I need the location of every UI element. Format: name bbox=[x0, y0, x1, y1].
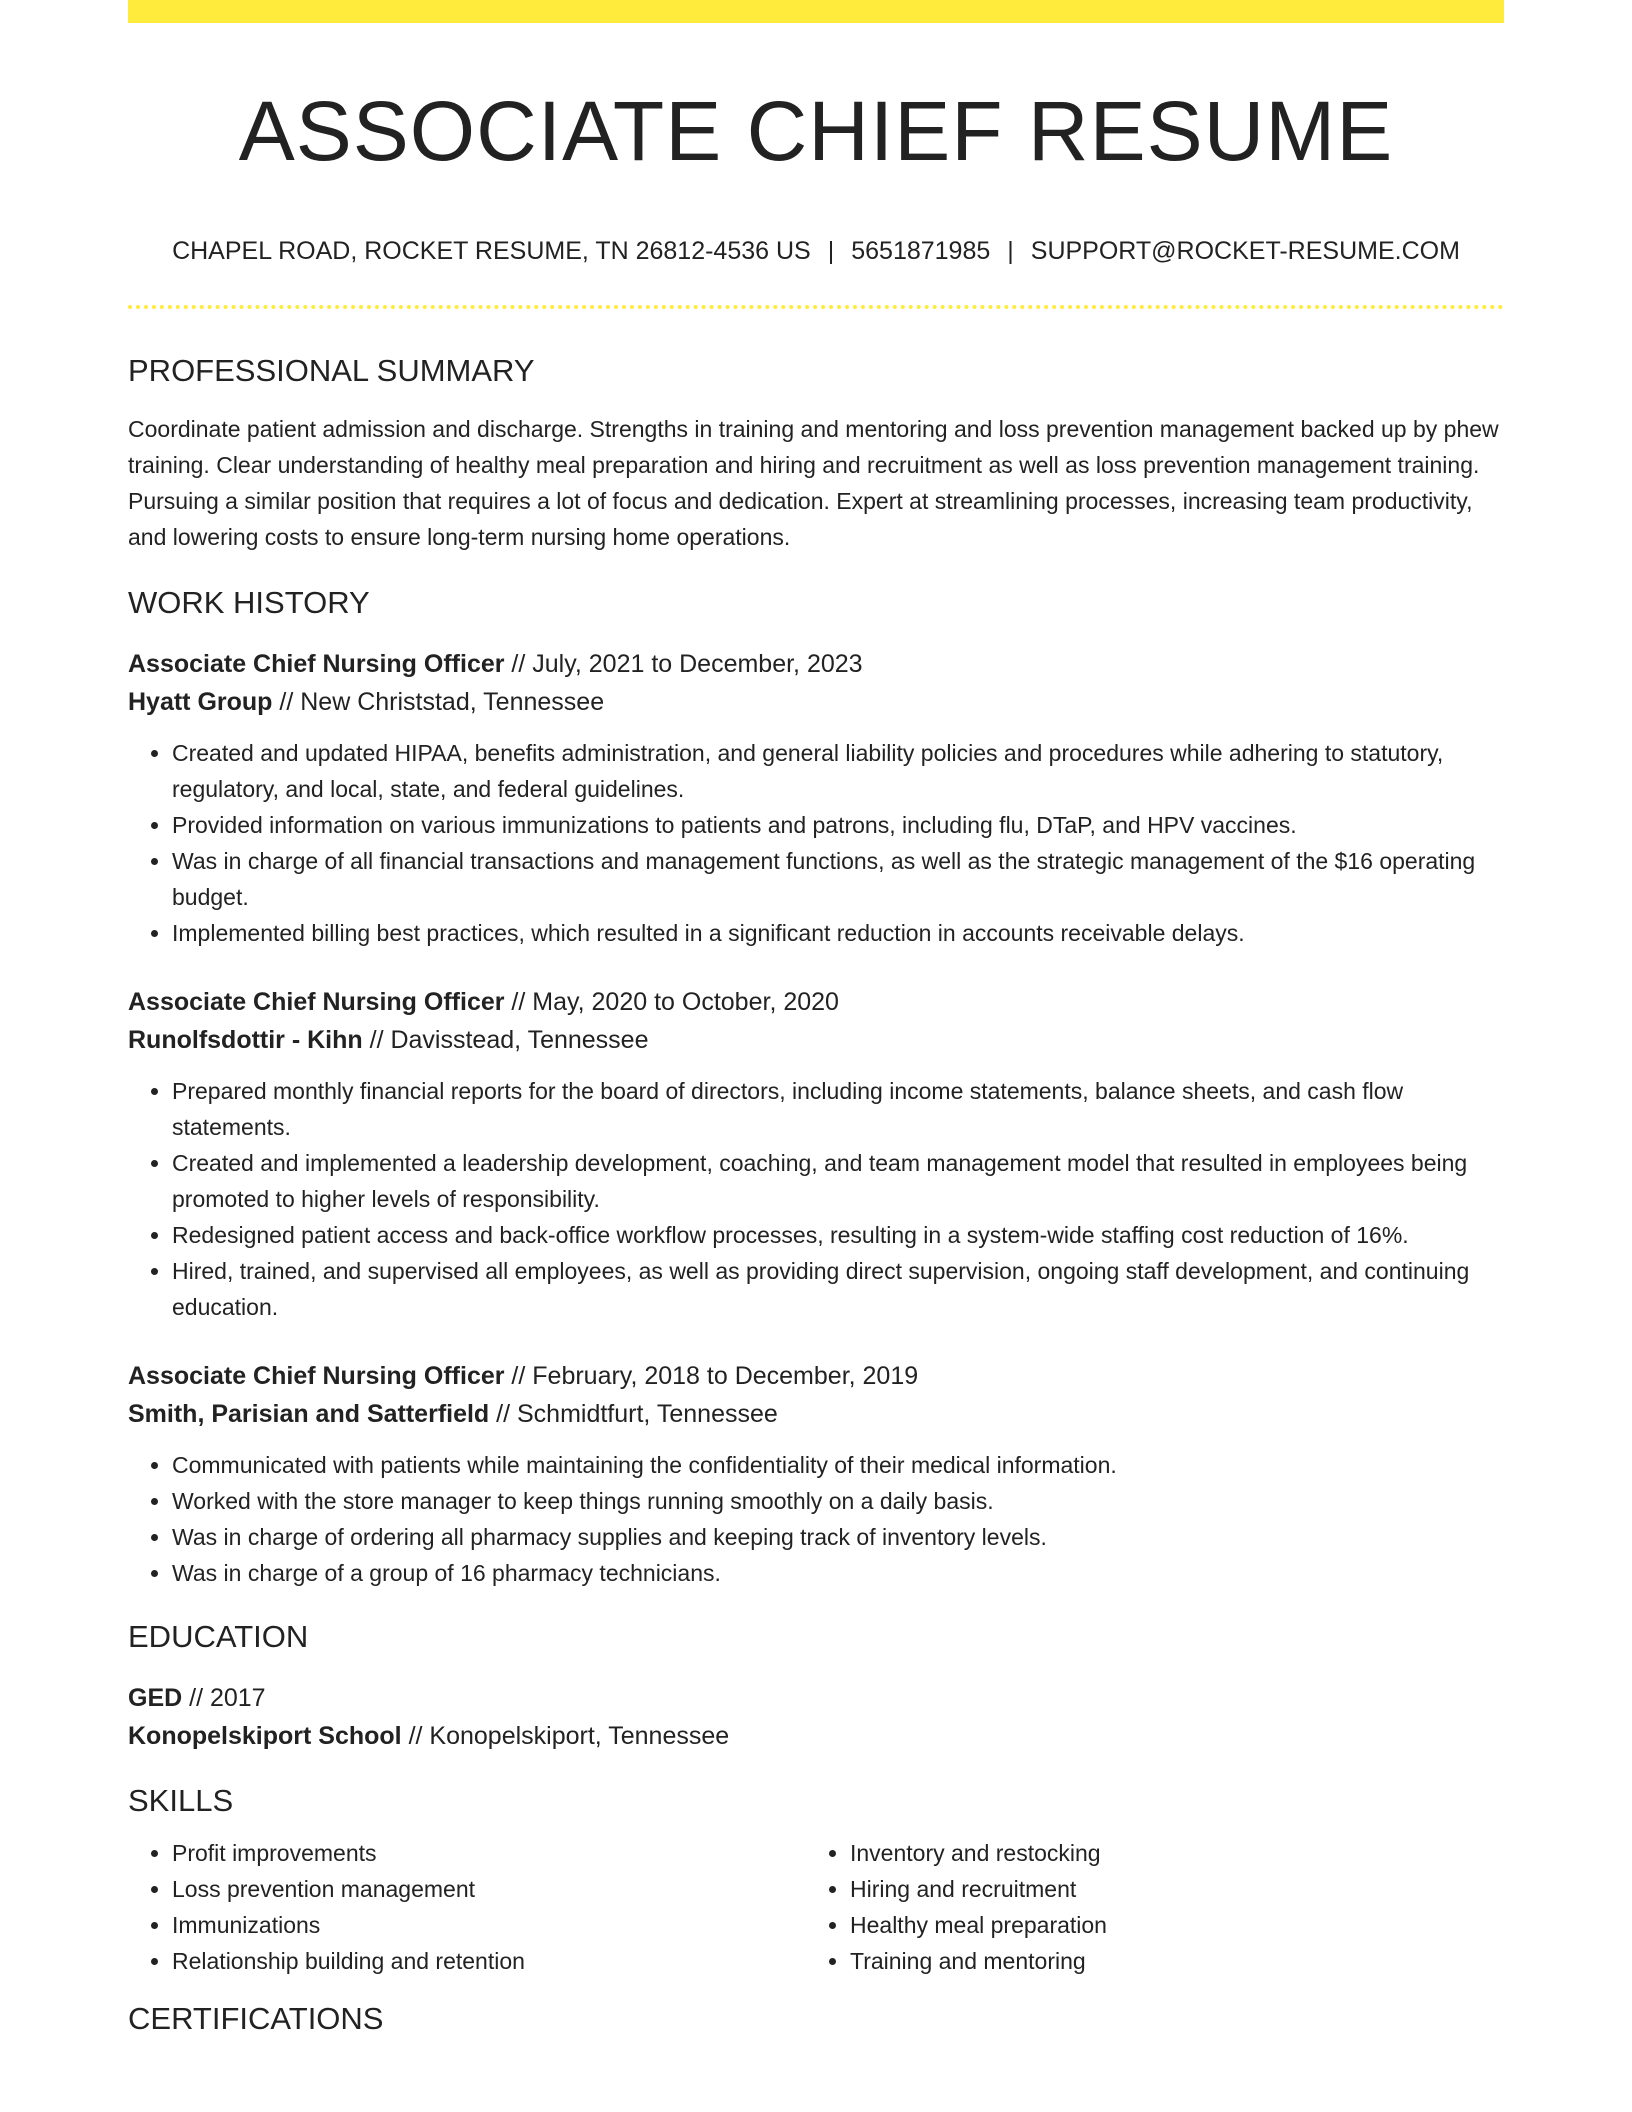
skill-item: • Training and mentoring bbox=[850, 1943, 1484, 1979]
education-school-line bbox=[128, 1717, 1504, 1755]
skill-item: • Healthy meal preparation bbox=[850, 1907, 1484, 1943]
job-bullet: • Communicated with patients while maintaining the confidentiality of their medical information. bbox=[172, 1447, 1504, 1483]
job-bullet: • Was in charge of a group of 16 pharmacy technicians. bbox=[172, 1555, 1504, 1591]
job-company-line bbox=[128, 683, 1504, 721]
certifications-heading: CERTIFICATIONS bbox=[128, 2001, 384, 2036]
job-bullets bbox=[128, 735, 1504, 951]
dotted-divider bbox=[128, 305, 1504, 309]
contact-address: CHAPEL ROAD, ROCKET RESUME, TN 26812-4536 US bbox=[172, 237, 811, 265]
skills-grid bbox=[128, 1835, 1504, 1979]
job-entry bbox=[128, 1357, 1504, 1591]
job-location: // New Christstad, Tennessee bbox=[272, 688, 605, 716]
job-bullet: • Worked with the store manager to keep things running smoothly on a daily basis. bbox=[172, 1483, 1504, 1519]
job-company: Hyatt Group bbox=[128, 688, 273, 716]
skill-item: • Loss prevention management bbox=[172, 1871, 806, 1907]
skills-heading: SKILLS bbox=[128, 1783, 234, 1818]
job-bullet: • Was in charge of all financial transactions and management functions, as well as the strategic management of the $16 operating budget. bbox=[172, 843, 1504, 915]
job-bullets bbox=[128, 1447, 1504, 1591]
job-bullet: • Created and implemented a leadership development, coaching, and team management model that resulted in employees being promoted to higher levels of responsibility. bbox=[172, 1145, 1504, 1217]
job-entry bbox=[128, 645, 1504, 951]
job-bullet: • Prepared monthly financial reports for the board of directors, including income statements, balance sheets, and cash flow statements. bbox=[172, 1073, 1504, 1145]
job-company-line bbox=[128, 1021, 1504, 1059]
job-title: Associate Chief Nursing Officer bbox=[128, 1362, 505, 1390]
job-bullet: • Redesigned patient access and back-office workflow processes, resulting in a system-wide staffing cost reduction of 16%. bbox=[172, 1217, 1504, 1253]
job-bullet: • Implemented billing best practices, which resulted in a significant reduction in accounts receivable delays. bbox=[172, 915, 1504, 951]
skill-item: • Profit improvements bbox=[172, 1835, 806, 1871]
skill-item: • Immunizations bbox=[172, 1907, 806, 1943]
resume-page bbox=[128, 0, 1504, 2039]
job-dates: // February, 2018 to December, 2019 bbox=[504, 1362, 919, 1390]
job-title-line bbox=[128, 983, 1504, 1021]
summary-heading: PROFESSIONAL SUMMARY bbox=[128, 353, 535, 388]
job-dates: // May, 2020 to October, 2020 bbox=[504, 988, 839, 1016]
contact-line bbox=[128, 235, 1504, 267]
top-accent-bar bbox=[128, 0, 1504, 23]
job-title-line bbox=[128, 1357, 1504, 1395]
job-bullet: • Was in charge of ordering all pharmacy supplies and keeping track of inventory levels. bbox=[172, 1519, 1504, 1555]
job-entry bbox=[128, 983, 1504, 1325]
skills-column-right bbox=[806, 1835, 1484, 1979]
job-company: Runolfsdottir - Kihn bbox=[128, 1026, 363, 1054]
job-location: // Davisstead, Tennessee bbox=[362, 1026, 649, 1054]
education-entry bbox=[128, 1679, 1504, 1755]
education-heading: EDUCATION bbox=[128, 1619, 309, 1654]
work-history-heading: WORK HISTORY bbox=[128, 585, 370, 620]
education-degree-line bbox=[128, 1679, 1504, 1717]
skill-item: • Relationship building and retention bbox=[172, 1943, 806, 1979]
education-year: // 2017 bbox=[182, 1684, 266, 1712]
job-dates: // July, 2021 to December, 2023 bbox=[504, 650, 863, 678]
job-title: Associate Chief Nursing Officer bbox=[128, 988, 505, 1016]
skill-item: • Hiring and recruitment bbox=[850, 1871, 1484, 1907]
skill-item: • Inventory and restocking bbox=[850, 1835, 1484, 1871]
resume-title: ASSOCIATE CHIEF RESUME bbox=[238, 84, 1394, 178]
job-company: Smith, Parisian and Satterfield bbox=[128, 1400, 490, 1428]
education-location: // Konopelskiport, Tennessee bbox=[401, 1722, 730, 1750]
contact-phone: 5651871985 bbox=[851, 237, 991, 265]
job-bullet: • Created and updated HIPAA, benefits administration, and general liability policies and procedures while adhering to statutory, regulatory, and local, state, and federal guidelines. bbox=[172, 735, 1504, 807]
contact-separator: | bbox=[1007, 237, 1014, 265]
education-degree: GED bbox=[128, 1684, 183, 1712]
summary-text: Coordinate patient admission and discharge. Strengths in training and mentoring and loss prevention management backed up by phew training. Clear understanding of healthy meal preparation and hiring and recruitment as well as loss prevention management training. Pursuing a similar position that requires a lot of focus and dedication. Expert at streamlining processes, increasing team productivity, and lowering costs to ensure long-term nursing home operations. bbox=[128, 416, 1499, 550]
job-company-line bbox=[128, 1395, 1504, 1433]
job-bullet: • Provided information on various immunizations to patients and patrons, including flu, DTaP, and HPV vaccines. bbox=[172, 807, 1504, 843]
job-bullets bbox=[128, 1073, 1504, 1325]
skills-column-left bbox=[128, 1835, 806, 1979]
job-bullet: • Hired, trained, and supervised all employees, as well as providing direct supervision, ongoing staff development, and continuing education. bbox=[172, 1253, 1504, 1325]
education-school: Konopelskiport School bbox=[128, 1722, 402, 1750]
job-title-line bbox=[128, 645, 1504, 683]
job-title: Associate Chief Nursing Officer bbox=[128, 650, 505, 678]
contact-email: SUPPORT@ROCKET-RESUME.COM bbox=[1030, 237, 1460, 265]
contact-separator: | bbox=[827, 237, 835, 265]
job-location: // Schmidtfurt, Tennessee bbox=[489, 1400, 778, 1428]
